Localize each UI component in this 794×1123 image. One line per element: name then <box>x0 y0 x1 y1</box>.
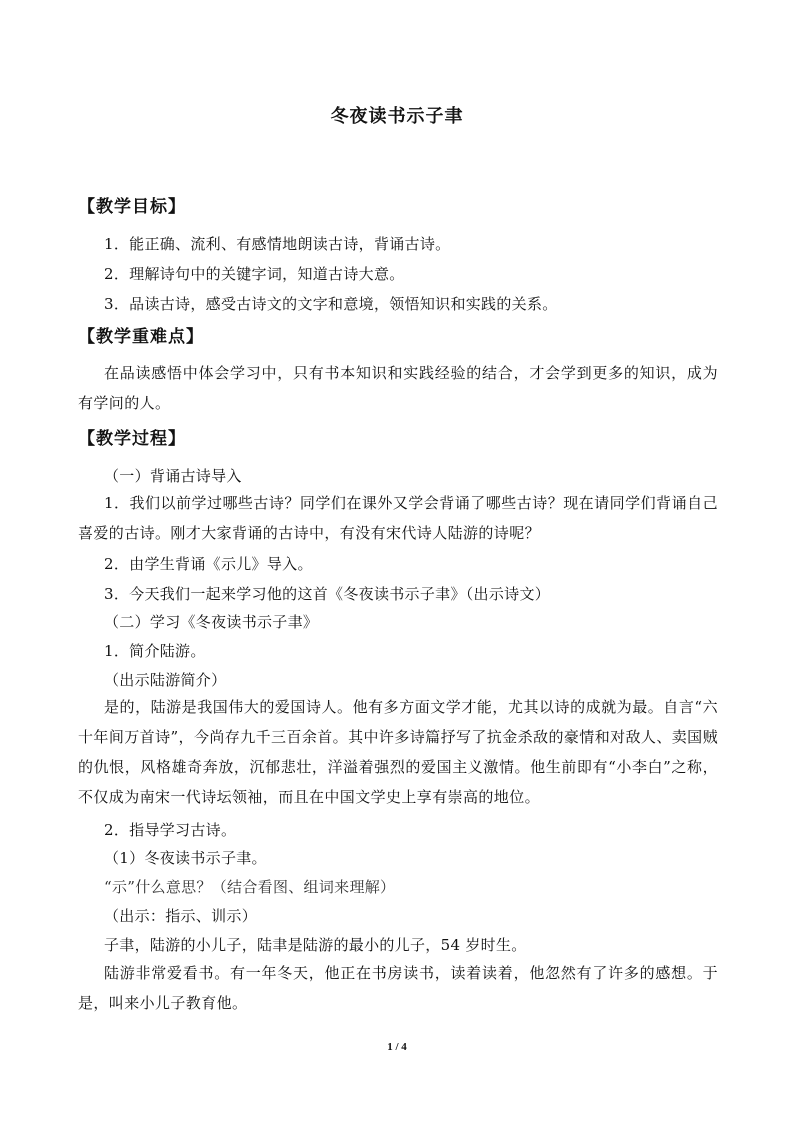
heading-teaching-process: 【教学过程】 <box>78 429 186 449</box>
key-points-text: 在品读感悟中体会学习中，只有书本知识和实践经验的结合，才会学到更多的知识，成为有学问的人。 <box>78 364 718 412</box>
heading-teaching-goals: 【教学目标】 <box>78 197 186 217</box>
lu-you-bio: 是的，陆游是我国伟大的爱国诗人。他有多方面文学才能，尤其以诗的成就为最。自言“六十年间万首诗”，今尚存九千三百余首。其中许多诗篇抒写了抗金杀敌的豪情和对敌人、卖国贼的仇恨，风格雄奇奔放，沉郁悲壮，洋溢着强烈的爱国主义激情。他生前即有“小李白”之称，不仅成为南宋一代诗坛领袖，而且在中国文学史上享有崇高的地位。 <box>78 698 718 806</box>
document-title: 冬夜读书示子聿 <box>330 106 464 127</box>
step-2-text: 2．由学生背诵《示儿》导入。 <box>104 555 313 573</box>
page-number: 1 / 4 <box>387 1041 407 1053</box>
goal-item-2: 2．理解诗句中的关键字词，知道古诗大意。 <box>104 265 405 283</box>
step-1-text: 1．我们以前学过哪些古诗？同学们在课外又学会背诵了哪些古诗？现在请同学们背诵自己喜爱的古诗。刚才大家背诵的古诗中，有没有宋代诗人陆游的诗呢？ <box>78 494 718 542</box>
question-text: “示”什么意思？（结合看图、组词来理解） <box>104 878 396 896</box>
part1-title: （一）背诵古诗导入 <box>104 467 242 485</box>
step-3-text: 3．今天我们一起来学习他的这首《冬夜读书示子聿》（出示诗文） <box>104 585 551 603</box>
show-2-text: （出示：指示、训示） <box>104 907 258 925</box>
guide-label: 2．指导学习古诗。 <box>104 821 237 839</box>
goal-item-1: 1．能正确、流利、有感情地朗读古诗，背诵古诗。 <box>104 235 451 253</box>
goal-item-3: 3．品读古诗，感受古诗文的文字和意境，领悟知识和实践的关系。 <box>104 295 558 313</box>
part2-title: （二）学习《冬夜读书示子聿》 <box>104 613 319 631</box>
ziyu-text: 子聿，陆游的小儿子，陆聿是陆游的最小的儿子，54 岁时生。 <box>104 936 527 954</box>
intro-label: 1．简介陆游。 <box>104 642 206 660</box>
intro-show: （出示陆游简介） <box>104 671 227 689</box>
sub-item-1: （1）冬夜读书示子聿。 <box>104 849 267 867</box>
story-text: 陆游非常爱看书。有一年冬天，他正在书房读书，读着读着，他忽然有了许多的感想。于是，叫来小儿子教育他。 <box>78 964 718 1012</box>
heading-key-points: 【教学重难点】 <box>78 327 204 347</box>
